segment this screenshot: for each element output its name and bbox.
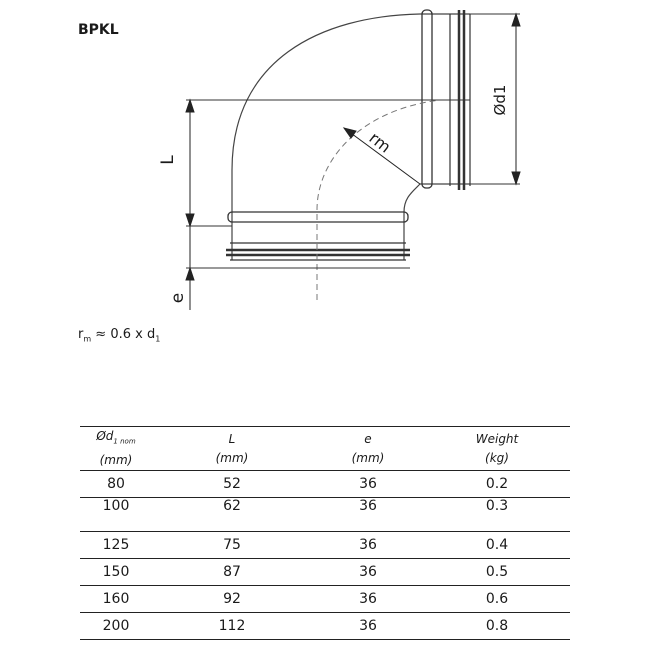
formula-var: r	[78, 327, 84, 342]
cell-weight: 0.6	[485, 591, 509, 608]
cell-e: 36	[359, 564, 377, 581]
label-rm: rm	[365, 128, 395, 157]
label-L: L	[158, 155, 178, 165]
formula-tail-sub: 1	[155, 334, 161, 344]
dimension-L	[186, 100, 194, 226]
cell-weight: 0.3	[485, 498, 509, 515]
header-L: L (mm)	[215, 431, 249, 465]
cell-L: 112	[218, 618, 246, 635]
cell-L: 75	[223, 537, 241, 554]
header-e: e (mm)	[351, 431, 385, 465]
cell-weight: 0.5	[485, 564, 509, 581]
label-d1: Ød1	[491, 84, 509, 116]
formula-var-sub: m	[83, 334, 92, 344]
table-row	[80, 471, 570, 498]
cell-diameter: 200	[102, 618, 130, 635]
header-diameter: $Ød_{1 nom}$ (mm)	[96, 429, 136, 468]
right-spigot	[420, 14, 470, 184]
label-e: e	[168, 292, 188, 304]
cell-e: 36	[359, 476, 377, 493]
dimension-table	[80, 426, 570, 640]
elbow-outer-curve	[232, 14, 420, 212]
lower-spigot	[232, 212, 404, 260]
table-row	[80, 559, 570, 586]
cell-weight: 0.8	[485, 618, 509, 635]
table-row	[80, 586, 570, 613]
cell-diameter: 125	[102, 537, 130, 554]
dimension-d1	[512, 14, 520, 184]
cell-diameter: 100	[102, 498, 130, 515]
table-header-row	[80, 427, 570, 471]
elbow-inner-curve	[404, 184, 420, 212]
formula-relation: ≈ 0.6 x d	[91, 327, 156, 342]
cell-e: 36	[359, 537, 377, 554]
lower-collar	[226, 212, 410, 260]
table-row	[80, 532, 570, 559]
cell-e: 36	[359, 498, 377, 515]
elbow-drawing	[0, 0, 650, 320]
cell-L: 62	[223, 498, 241, 515]
cell-L: 87	[223, 564, 241, 581]
cell-diameter: 150	[102, 564, 130, 581]
header-weight: Weight (kg)	[475, 431, 519, 465]
cell-L: 92	[223, 591, 241, 608]
table-row	[80, 613, 570, 640]
cell-weight: 0.4	[485, 537, 509, 554]
radius-formula	[78, 327, 160, 344]
table-row	[80, 498, 570, 532]
product-title: BPKL	[78, 22, 119, 38]
centre-line	[317, 100, 470, 300]
cell-diameter: 80	[107, 476, 125, 493]
cell-diameter: 160	[102, 591, 130, 608]
cell-e: 36	[359, 591, 377, 608]
cell-L: 52	[223, 476, 241, 493]
cell-e: 36	[359, 618, 377, 635]
cell-weight: 0.2	[485, 476, 509, 493]
